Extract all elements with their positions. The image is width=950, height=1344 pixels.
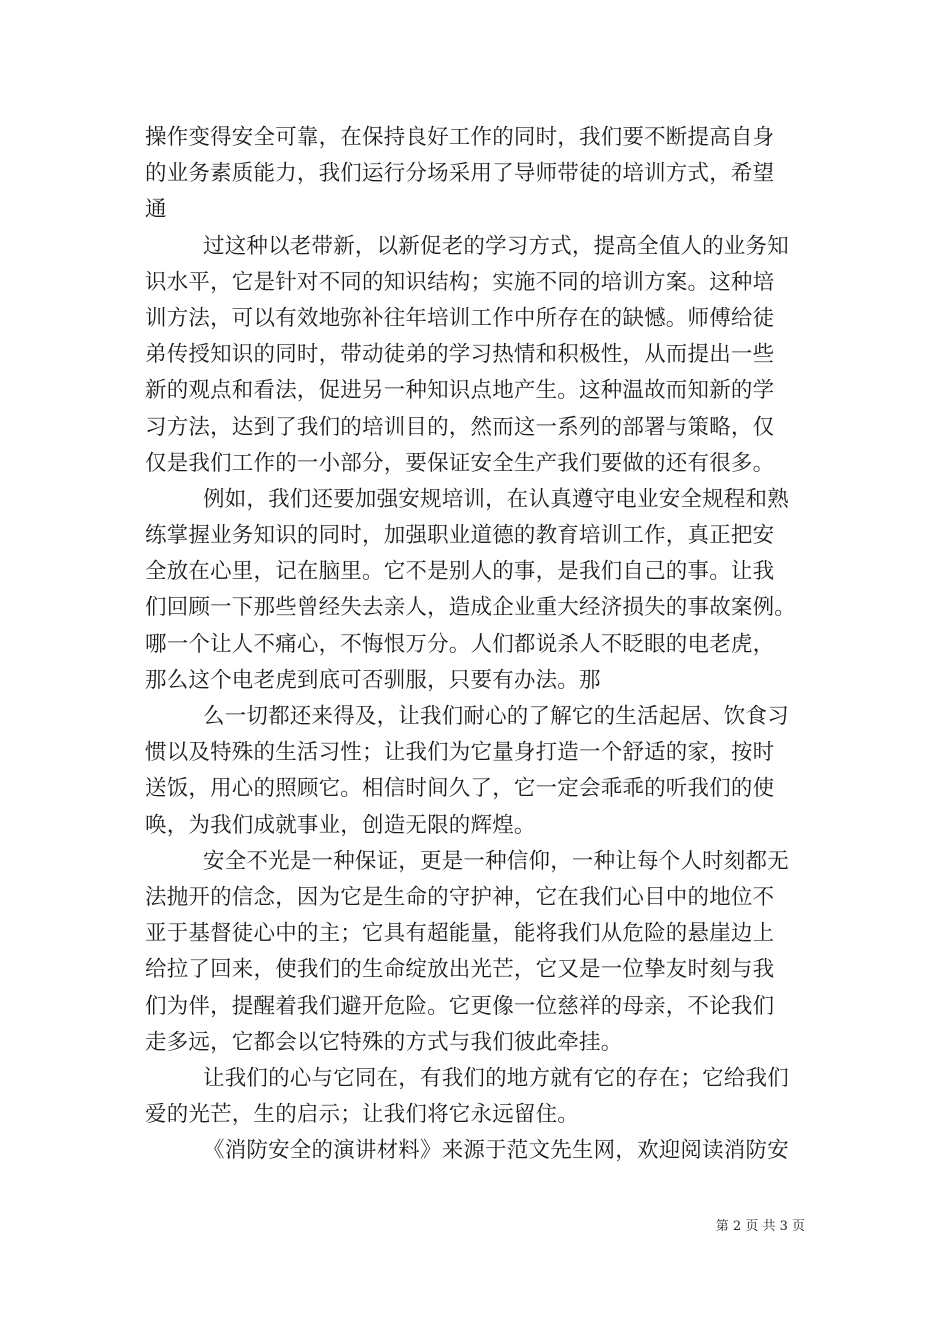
text-line: 唤，为我们成就事业，创造无限的辉煌。 [145,812,536,838]
text-line: 操作变得安全可靠，在保持良好工作的同时，我们要不断提高自身 [145,125,775,150]
text-line: 安全不光是一种保证，更是一种信仰，一种让每个人时刻都无 [203,848,789,874]
text-line: 仅是我们工作的一小部分，要保证安全生产我们要做的还有很多。 [145,450,775,476]
text-line: 全放在心里，记在脑里。它不是别人的事，是我们自己的事。让我 [145,559,775,585]
text-line: 给拉了回来，使我们的生命绽放出光芒，它又是一位挚友时刻与我 [145,957,775,983]
page-number-footer: 第 2 页 共 3 页 [715,1219,805,1234]
text-line: 惯以及特殊的生活习性；让我们为它量身打造一个舒适的家，按时 [145,740,775,766]
text-line: 让我们的心与它同在，有我们的地方就有它的存在；它给我们 [203,1065,789,1091]
text-line: 亚于基督徒心中的主；它具有超能量，能将我们从危险的悬崖边上 [145,921,775,947]
text-line: 爱的光芒，生的启示；让我们将它永远留住。 [145,1102,580,1128]
text-line: 走多远，它都会以它特殊的方式与我们彼此牵挂。 [145,1029,623,1055]
text-line: 习方法，达到了我们的培训目的，然而这一系列的部署与策略，仅 [145,414,775,440]
text-line: 们回顾一下那些曾经失去亲人，造成企业重大经济损失的事故案例。 [145,595,797,621]
text-line: 的业务素质能力，我们运行分场采用了导师带徒的培训方式，希望 [145,161,775,187]
text-line: 训方法，可以有效地弥补往年培训工作中所存在的缺憾。师傅给徒 [145,305,775,331]
text-line: 法抛开的信念，因为它是生命的守护神，它在我们心目中的地位不 [145,884,775,910]
text-line: 《消防安全的演讲材料》来源于范文先生网，欢迎阅读消防安 [203,1138,789,1164]
text-line: 通 [145,197,167,223]
text-line: 弟传授知识的同时，带动徒弟的学习热情和积极性，从而提出一些 [145,342,775,368]
text-line: 练掌握业务知识的同时，加强职业道德的教育培训工作，真正把安 [145,523,775,549]
text-line: 例如，我们还要加强安规培训，在认真遵守电业安全规程和熟 [203,486,789,512]
text-line: 哪一个让人不痛心，不悔恨万分。人们都说杀人不眨眼的电老虎， [145,631,775,657]
text-line: 新的观点和看法，促进另一种知识点地产生。这种温故而知新的学 [145,378,775,404]
text-line: 们为伴，提醒着我们避开危险。它更像一位慈祥的母亲，不论我们 [145,993,775,1019]
document-body [145,120,820,1169]
text-line: 么一切都还来得及，让我们耐心的了解它的生活起居、饮食习 [203,704,789,729]
text-line: 那么这个电老虎到底可否驯服，只要有办法。那 [145,667,601,693]
text-line: 送饭，用心的照顾它。相信时间久了，它一定会乖乖的听我们的使 [145,776,775,802]
text-line: 过这种以老带新，以新促老的学习方式，提高全值人的业务知 [203,233,789,259]
text-line: 识水平，它是针对不同的知识结构；实施不同的培训方案。这种培 [145,269,775,295]
